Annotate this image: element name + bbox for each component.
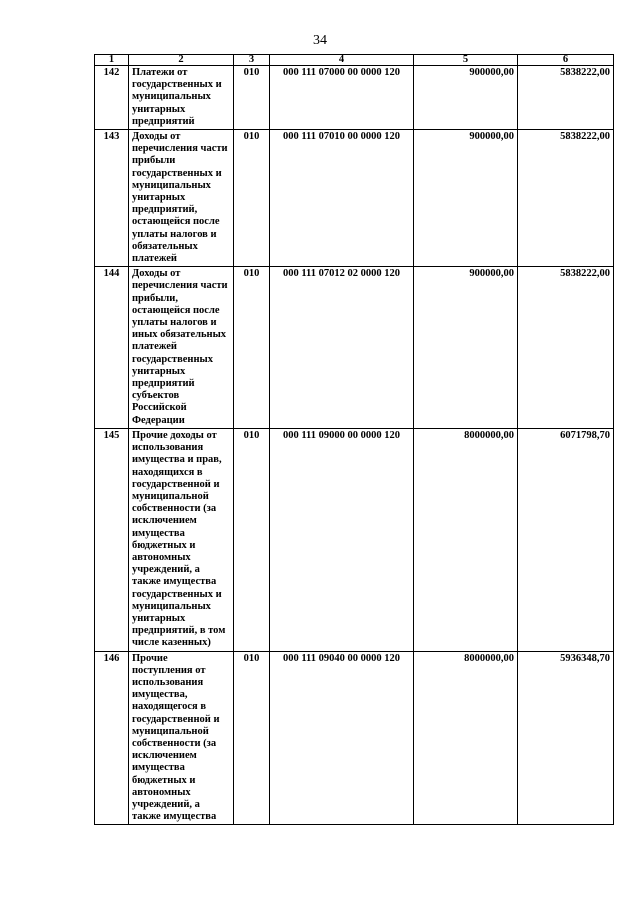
- planned-amount: 900000,00: [414, 267, 518, 429]
- income-name: [129, 651, 234, 825]
- income-name: [129, 428, 234, 651]
- income-name-line: исключением: [132, 515, 197, 527]
- income-name-line: муниципальной: [132, 725, 209, 737]
- income-name-line: унитарных: [132, 192, 186, 204]
- income-name-line: имущества: [132, 527, 185, 539]
- income-name-line: имущества,: [132, 689, 188, 701]
- income-name-line: автономных: [132, 786, 191, 798]
- income-name-line: предприятий, в том: [132, 625, 226, 637]
- income-name-line: государственных и: [132, 167, 222, 179]
- income-name-line: Прочие: [132, 652, 168, 664]
- income-name-line: находящихся в: [132, 466, 203, 478]
- row-number: 146: [95, 651, 129, 825]
- line-code: 010: [234, 428, 270, 651]
- column-header-5: 5: [414, 55, 518, 66]
- table-row: [95, 66, 614, 130]
- table-row: [95, 651, 614, 825]
- income-name-line: уплаты налогов и: [132, 228, 217, 240]
- income-name-line: Прочие доходы от: [132, 429, 217, 441]
- line-code: 010: [234, 66, 270, 130]
- revenue-table: [94, 54, 614, 825]
- table-body: [95, 66, 614, 825]
- income-name-line: унитарных: [132, 365, 186, 377]
- column-header-2: 2: [129, 55, 234, 66]
- budget-classification-code: 000 111 07010 00 0000 120: [270, 130, 414, 267]
- income-name-line: Доходы от: [132, 131, 181, 143]
- planned-amount: 900000,00: [414, 66, 518, 130]
- income-name: [129, 267, 234, 429]
- planned-amount: 900000,00: [414, 130, 518, 267]
- column-header-3: 3: [234, 55, 270, 66]
- income-name: [129, 130, 234, 267]
- income-name-line: имущества: [132, 762, 185, 774]
- column-header-4: 4: [270, 55, 414, 66]
- income-name-line: Платежи от: [132, 67, 188, 78]
- income-name-line: государственной и: [132, 478, 220, 490]
- income-name-line: обязательных: [132, 240, 198, 252]
- income-name-line: исключением: [132, 750, 197, 762]
- planned-amount: 8000000,00: [414, 651, 518, 825]
- income-name-line: прибыли,: [132, 292, 178, 304]
- income-name-line: бюджетных и: [132, 774, 196, 786]
- income-name-line: иных обязательных: [132, 329, 227, 341]
- income-name-line: Российской: [132, 402, 187, 414]
- table-row: [95, 130, 614, 267]
- line-code: 010: [234, 651, 270, 825]
- income-name-line: муниципальных: [132, 600, 211, 612]
- row-number: 144: [95, 267, 129, 429]
- page-number: 34: [313, 33, 327, 48]
- income-name-line: предприятий: [132, 378, 195, 390]
- income-name-line: использования: [132, 676, 204, 688]
- planned-amount: 8000000,00: [414, 428, 518, 651]
- actual-amount: 5838222,00: [518, 66, 614, 130]
- income-name-line: государственной и: [132, 713, 220, 725]
- income-name-line: государственных и: [132, 79, 222, 91]
- income-name-line: собственности (за: [132, 737, 217, 749]
- budget-classification-code: 000 111 07000 00 0000 120: [270, 66, 414, 130]
- income-name-line: Доходы от: [132, 268, 181, 280]
- income-name-line: перечисления части: [132, 280, 228, 292]
- income-name-line: собственности (за: [132, 503, 217, 515]
- income-name-line: государственных: [132, 353, 213, 365]
- income-name-line: учреждений, а: [132, 564, 200, 576]
- income-name-line: прибыли: [132, 155, 176, 167]
- income-name-line: также имущества: [132, 811, 217, 823]
- income-name-line: имущества и прав,: [132, 454, 222, 466]
- income-name-line: использования: [132, 442, 204, 454]
- budget-classification-code: 000 111 09000 00 0000 120: [270, 428, 414, 651]
- row-number: 143: [95, 130, 129, 267]
- income-name-line: учреждений, а: [132, 798, 200, 810]
- row-number: 145: [95, 428, 129, 651]
- actual-amount: 6071798,70: [518, 428, 614, 651]
- table-row: [95, 267, 614, 429]
- actual-amount: 5838222,00: [518, 130, 614, 267]
- actual-amount: 5838222,00: [518, 267, 614, 429]
- income-name-line: уплаты налогов и: [132, 317, 217, 329]
- income-name-line: поступления от: [132, 664, 206, 676]
- income-name-line: муниципальных: [132, 91, 211, 103]
- income-name-line: числе казенных): [132, 637, 211, 649]
- income-name-line: Федерации: [132, 414, 185, 426]
- table-header-row: [95, 55, 614, 66]
- budget-classification-code: 000 111 09040 00 0000 120: [270, 651, 414, 825]
- income-name-line: перечисления части: [132, 143, 228, 155]
- income-name-line: унитарных: [132, 612, 186, 624]
- income-name-line: платежей: [132, 253, 177, 265]
- column-header-6: 6: [518, 55, 614, 66]
- income-name-line: муниципальной: [132, 490, 209, 502]
- income-name-line: предприятий: [132, 115, 195, 127]
- line-code: 010: [234, 267, 270, 429]
- income-name-line: платежей: [132, 341, 177, 353]
- budget-classification-code: 000 111 07012 02 0000 120: [270, 267, 414, 429]
- income-name-line: муниципальных: [132, 179, 211, 191]
- income-name-line: субъектов: [132, 390, 180, 402]
- income-name-line: остающейся после: [132, 216, 220, 228]
- income-name-line: унитарных: [132, 103, 186, 115]
- income-name-line: остающейся после: [132, 304, 220, 316]
- actual-amount: 5936348,70: [518, 651, 614, 825]
- income-name: [129, 66, 234, 130]
- income-name-line: предприятий,: [132, 204, 198, 216]
- row-number: 142: [95, 66, 129, 130]
- income-name-line: бюджетных и: [132, 539, 196, 551]
- income-name-line: государственных и: [132, 588, 222, 600]
- income-name-line: также имущества: [132, 576, 217, 588]
- table-row: [95, 428, 614, 651]
- column-header-1: 1: [95, 55, 129, 66]
- income-name-line: автономных: [132, 551, 191, 563]
- income-name-line: находящегося в: [132, 701, 207, 713]
- line-code: 010: [234, 130, 270, 267]
